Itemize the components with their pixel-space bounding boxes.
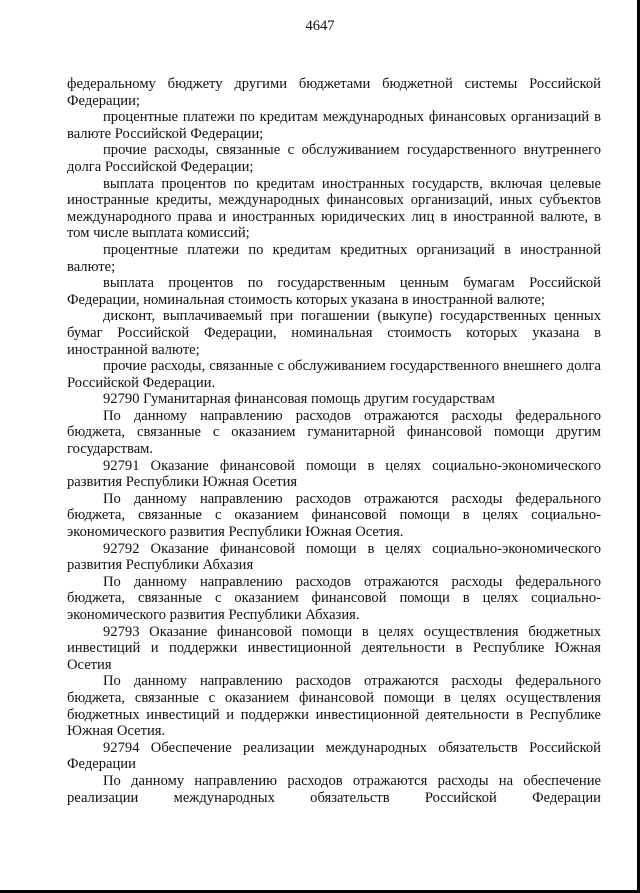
paragraph: федеральному бюджету другими бюджетами бюджетной системы Российской Федерации; [67,76,601,109]
paragraph: процентные платежи по кредитам международных финансовых организаций в валюте Российской Федерации; [67,109,601,142]
paragraph: По данному направлению расходов отражаются расходы федерального бюджета, связанные с оказанием финансовой помощи в целях социально-экономического развития Республики Абхазия. [67,573,601,623]
paragraph: процентные платежи по кредитам кредитных организаций в иностранной валюте; [67,241,601,275]
paragraph: выплата процентов по государственным ценным бумагам Российской Федерации, номинальная стоимость которых указана в иностранной валюте; [67,275,601,308]
paragraph: По данному направлению расходов отражаются расходы федерального бюджета, связанные с оказанием гуманитарной финансовой помощи другим государствам. [67,407,601,458]
paragraph: выплата процентов по кредитам иностранных государств, включая целевые иностранные кредиты, международных финансовых организаций, иных субъектов международного права и иностранных юридических лиц в иностранной валюте, в том числе выплата комиссий; [67,175,601,242]
paragraph: 92793 Оказание финансовой помощи в целях осуществления бюджетных инвестиций и поддержки инвестиционной деятельности в Республике Южная Осетия [67,623,601,673]
paragraph: 92794 Обеспечение реализации международных обязательств Российской Федерации [67,739,601,773]
paragraph: По данному направлению расходов отражаются расходы на обеспечение реализации международных обязательств Российской Федерации [67,772,601,806]
page-number: 4647 [305,18,335,34]
page-body [67,76,601,806]
paragraph: прочие расходы, связанные с обслуживанием государственного внутреннего долга Российской Федерации; [67,142,601,175]
paragraph: 92792 Оказание финансовой помощи в целях социально-экономического развития Республики Абхазия [67,540,601,574]
paragraph: прочие расходы, связанные с обслуживанием государственного внешнего долга Российской Федерации. [67,358,601,391]
paragraph: 92790 Гуманитарная финансовая помощь другим государствам [103,391,495,408]
paragraph: дисконт, выплачиваемый при погашении (выкупе) государственных ценных бумаг Российской Федерации, номинальная стоимость которых указана в иностранной валюте; [67,308,601,358]
paragraph: По данному направлению расходов отражаются расходы федерального бюджета, связанные с оказанием финансовой помощи в целях социально-экономического развития Республики Южная Осетия. [67,490,601,541]
paragraph: По данному направлению расходов отражаются расходы федерального бюджета, связанные с оказанием финансовой помощи в целях осуществления бюджетных инвестиций и поддержки инвестиционной деятельности в Республике Южная Осетия. [67,673,601,740]
paragraph: 92791 Оказание финансовой помощи в целях социально-экономического развития Республики Южная Осетия [67,457,601,491]
